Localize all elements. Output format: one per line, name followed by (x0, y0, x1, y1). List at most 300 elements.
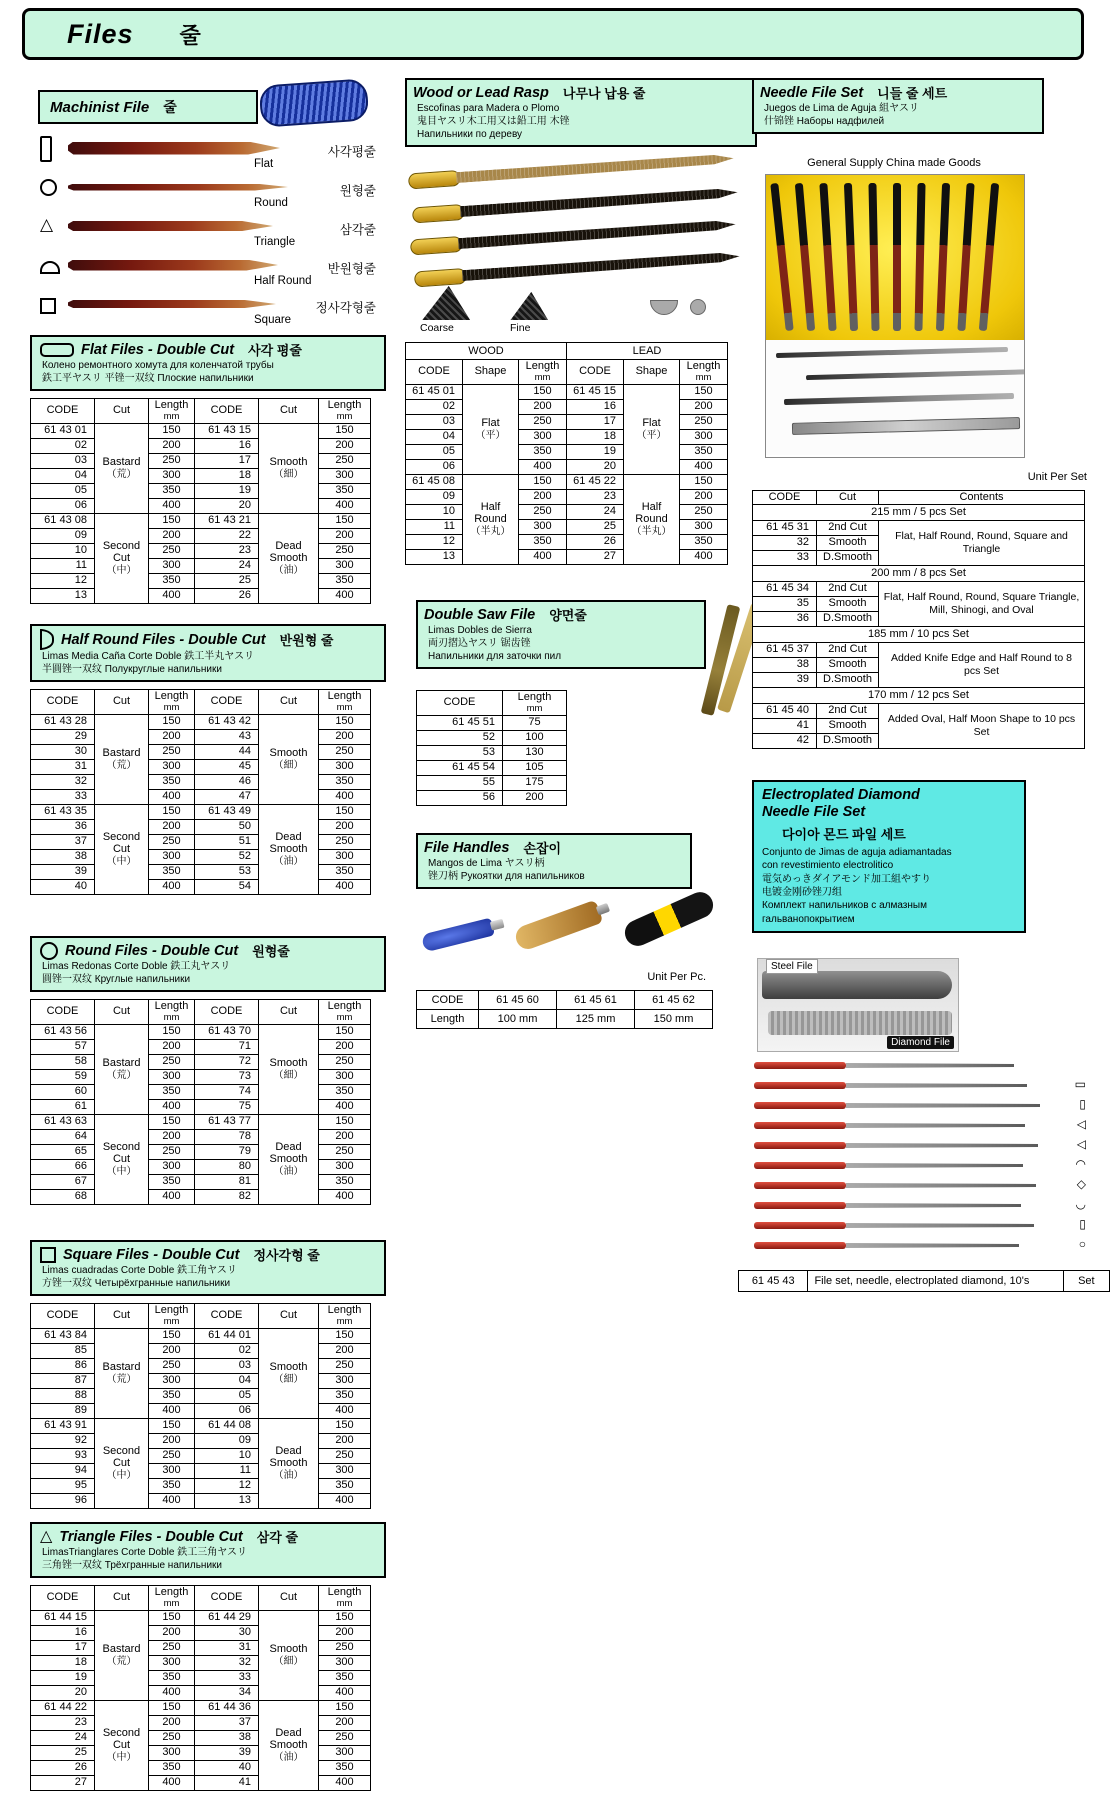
code-cell: 36 (753, 611, 817, 626)
length-cell: 250 (319, 1730, 371, 1745)
column-header-length (319, 1000, 371, 1025)
section-subtitle: LimasTrianglares Corte Doble 鉄工三角ヤスリ (42, 1547, 248, 1558)
cut-cell (95, 1328, 149, 1418)
code-cell: 93 (31, 1448, 95, 1463)
column-header-code: CODE (406, 360, 463, 385)
loose-files-image (766, 340, 1024, 455)
code-cell: 03 (195, 1358, 259, 1373)
mm-label: mm (336, 1597, 353, 1609)
half-round-shape-icon (40, 261, 60, 274)
length-cell: 250 (149, 1054, 195, 1069)
mm-label: mm (534, 371, 551, 383)
code-cell: 50 (195, 819, 259, 834)
header-row (417, 691, 567, 716)
shape-glyph-icon: ◠ (1075, 1157, 1086, 1171)
data-row (31, 1700, 371, 1715)
length-cell: 400 (319, 1189, 371, 1204)
page-title-ko: 줄 (179, 22, 201, 48)
code-cell: 38 (753, 657, 817, 672)
length-cell: 250 (319, 453, 371, 468)
data-row (417, 745, 567, 760)
section-title: Round Files - Double Cut (65, 942, 239, 959)
data-row (31, 1054, 371, 1069)
column-header-code: CODE (417, 691, 503, 716)
code-cell: 31 (195, 1640, 259, 1655)
column-header-cut: Cut (95, 690, 149, 715)
data-row (406, 549, 728, 564)
file-label-en: Square (254, 314, 292, 326)
data-row (31, 1039, 371, 1054)
data-row (31, 543, 371, 558)
cut-cell (259, 1024, 319, 1114)
length-cell: 150 (149, 804, 195, 819)
code-cell: 80 (195, 1159, 259, 1174)
section-title-row (38, 941, 378, 960)
rasp-handle-image (410, 236, 463, 256)
length-cell: 150 (149, 513, 195, 528)
cut-cell (95, 1114, 149, 1204)
needle-file-image (770, 183, 793, 331)
column-header-cut: Cut (817, 491, 879, 505)
diamond-file-label: Diamond File (887, 1036, 954, 1049)
length-cell: 350 (519, 534, 567, 549)
data-row (31, 1144, 371, 1159)
length-cell: 400 (680, 549, 728, 564)
cut-name: Dead Smooth (269, 1140, 308, 1166)
cut-cell: Smooth (817, 535, 879, 550)
triangle-icon: △ (40, 1527, 53, 1545)
contents-cell: Flat, Half Round, Round, Square Triangle, Mill, Shinogi, and Oval (879, 581, 1085, 626)
length-cell: 350 (149, 1388, 195, 1403)
data-row (31, 1358, 371, 1373)
data-row (31, 1024, 371, 1039)
code-cell: 06 (31, 498, 95, 513)
length-cell: 150 (519, 384, 567, 399)
length-cell: 200 (149, 1343, 195, 1358)
code-cell: 96 (31, 1493, 95, 1508)
section-header (30, 335, 386, 391)
diamond-file-row (752, 1156, 1088, 1176)
data-row (417, 1010, 713, 1029)
code-cell: 26 (567, 534, 624, 549)
column-header-length (149, 1000, 195, 1025)
data-row (406, 474, 728, 489)
cut-cell (259, 1418, 319, 1508)
column-header-length (503, 691, 567, 716)
cut-name: Second Cut (102, 1140, 141, 1166)
code-cell: 43 (195, 729, 259, 744)
length-cell: 350 (149, 1670, 195, 1685)
cut-name: Bastard (102, 455, 141, 468)
length-cell: 350 (319, 483, 371, 498)
cut-cell (259, 1328, 319, 1418)
code-cell: 61 45 34 (753, 581, 817, 596)
length-cell: 350 (680, 534, 728, 549)
cut-name: Bastard (102, 1360, 141, 1373)
length-cell: 200 (503, 790, 567, 805)
length-cell: 200 (149, 729, 195, 744)
length-cell: 150 (149, 714, 195, 729)
length-cell: 400 (149, 588, 195, 603)
length-label: Length (154, 1000, 189, 1012)
data-row (31, 714, 371, 729)
column-header-shape: Shape (624, 360, 680, 385)
code-cell: 61 45 01 (406, 384, 463, 399)
code-cell: 04 (195, 1373, 259, 1388)
code-cell: 22 (195, 528, 259, 543)
cut-name: Bastard (102, 746, 141, 759)
section-subtitle: 鬼目ヤスリ木工用又は鉛工用 木锉 (417, 116, 570, 127)
section-title-ko: 양면줄 (549, 608, 587, 623)
section-subtitle: Limas Media Caña Corte Doble 鉄工半丸ヤスリ (42, 651, 255, 662)
column-header-length (149, 1586, 195, 1611)
length-cell: 300 (319, 1373, 371, 1388)
data-row (31, 1084, 371, 1099)
length-label: Length (525, 360, 560, 372)
section-subtitle: Mangos de Lima ヤスリ柄 (428, 858, 545, 869)
file-handles-table (416, 990, 713, 1029)
file-label-ko: 사각평줄 (327, 145, 376, 159)
section-flat-files (30, 335, 386, 604)
file-blade-image (846, 1243, 1019, 1248)
column-header-code: CODE (195, 1000, 259, 1025)
length-label: Length (517, 691, 552, 703)
code-cell: 37 (195, 1715, 259, 1730)
data-row (31, 819, 371, 834)
length-cell: 150 (319, 714, 371, 729)
length-label: Length (327, 1000, 362, 1012)
length-cell: 200 (149, 1433, 195, 1448)
length-cell: 350 (149, 1174, 195, 1189)
file-handle-image (754, 1242, 846, 1249)
page-title-box (22, 8, 1084, 60)
shape-glyph-icon: ▯ (1079, 1097, 1086, 1111)
length-cell: 200 (319, 1343, 371, 1358)
description-cell: File set, needle, electroplated diamond, 10's (808, 1271, 1063, 1292)
cut-name: Half Round (635, 500, 668, 526)
data-row (31, 1174, 371, 1189)
code-cell: 19 (31, 1670, 95, 1685)
length-cell: 200 (149, 1129, 195, 1144)
cut-name: Smooth (269, 1360, 308, 1373)
needle-file-set-header (752, 78, 1044, 134)
shape-glyph-icon: ◁ (1076, 1137, 1086, 1151)
length-cell: 150 (319, 1418, 371, 1433)
column-header-length (319, 1304, 371, 1329)
column-header-cut: Cut (95, 1586, 149, 1611)
file-image (68, 142, 280, 155)
cut-name-zh: （中） (106, 1469, 137, 1481)
length-label: Length (154, 1586, 189, 1598)
code-cell: 38 (195, 1730, 259, 1745)
data-row (31, 1610, 371, 1625)
code-cell: 24 (31, 1730, 95, 1745)
code-cell: 61 45 43 (739, 1271, 808, 1292)
round-shape-icon (40, 179, 57, 196)
cut-name-zh: （細） (273, 1069, 304, 1081)
code-cell: 13 (195, 1493, 259, 1508)
diamond-subtitle: 电镀金刚砂锉刀组 (762, 886, 842, 898)
mm-label: mm (163, 701, 180, 713)
data-row (31, 528, 371, 543)
mm-label: mm (163, 1597, 180, 1609)
cut-cell: 2nd Cut (817, 520, 879, 535)
code-cell: 88 (31, 1388, 95, 1403)
code-cell: 68 (31, 1189, 95, 1204)
unit-per-pc-label: Unit Per Pc. (647, 971, 706, 983)
code-cell: 13 (406, 549, 463, 564)
header-row (31, 1000, 371, 1025)
rasp-image (408, 149, 739, 192)
code-cell: 89 (31, 1403, 95, 1418)
lead-group-header: LEAD (567, 343, 728, 360)
needle-file-image (936, 183, 950, 331)
code-cell: 74 (195, 1084, 259, 1099)
cut-cell (95, 1700, 149, 1790)
section-title-row (413, 83, 749, 102)
rasp-blade-image (458, 219, 736, 249)
steel-diamond-photo (757, 958, 959, 1052)
file-handle-image (754, 1142, 846, 1149)
length-cell: 350 (519, 444, 567, 459)
data-row (753, 642, 1085, 657)
code-cell: 16 (195, 438, 259, 453)
file-handle-image (754, 1162, 846, 1169)
code-cell: 35 (753, 596, 817, 611)
code-cell: 61 45 08 (406, 474, 463, 489)
data-row (31, 1433, 371, 1448)
section-subtitle: 三角锉一双纹 Трёхгранные напильники (42, 1560, 222, 1571)
file-blade-image (846, 1223, 1034, 1228)
code-cell: 20 (567, 459, 624, 474)
cut-name-zh: （細） (273, 468, 304, 480)
file-image (68, 260, 278, 271)
column-header-length (149, 690, 195, 715)
round-icon (40, 942, 58, 960)
cut-name: Dead Smooth (269, 539, 308, 565)
code-cell: 61 43 42 (195, 714, 259, 729)
section-title: Flat Files - Double Cut (81, 341, 235, 358)
length-cell: 250 (319, 1054, 371, 1069)
code-cell: 61 45 61 (557, 991, 635, 1010)
column-header-contents: Contents (879, 491, 1085, 505)
length-cell: 250 (319, 543, 371, 558)
cut-name-zh: （平） (475, 429, 506, 441)
column-header-cut: Cut (259, 690, 319, 715)
data-row (31, 1328, 371, 1343)
code-cell: 46 (195, 774, 259, 789)
needle-file-image (819, 183, 836, 331)
code-cell: 37 (31, 834, 95, 849)
section-subtitle: 両刃摺込ヤスリ 锯齿锉 (428, 638, 531, 649)
length-cell: 250 (149, 1640, 195, 1655)
length-cell: 350 (149, 573, 195, 588)
data-row (31, 774, 371, 789)
file-handle-image (754, 1222, 846, 1229)
section-round-files (30, 936, 386, 1205)
data-row (406, 489, 728, 504)
length-cell: 200 (680, 399, 728, 414)
code-cell: 61 44 01 (195, 1328, 259, 1343)
code-cell: 31 (31, 759, 95, 774)
file-label-en: Half Round (254, 275, 312, 287)
code-cell: 33 (195, 1670, 259, 1685)
diamond-subtitle: Комплект напильников с алмазным (762, 900, 927, 912)
cut-name-zh: （荒） (106, 759, 137, 771)
round-cross-section-icon (690, 299, 706, 315)
cut-cell (95, 804, 149, 894)
file-label-en: Round (254, 197, 288, 209)
shape-glyph-icon: ○ (1078, 1237, 1086, 1251)
file-handle-image (754, 1082, 846, 1089)
code-cell: 44 (195, 744, 259, 759)
code-cell: 13 (31, 588, 95, 603)
length-cell: 300 (149, 849, 195, 864)
code-cell: 73 (195, 1069, 259, 1084)
data-row (31, 1745, 371, 1760)
length-cell: 300 (519, 519, 567, 534)
column-header-cut: Cut (95, 399, 149, 424)
section-subtitle: Limas Redonas Corte Doble 鉄工丸ヤスリ (42, 961, 231, 972)
length-cell: 400 (519, 549, 567, 564)
length-cell: 150 (149, 1114, 195, 1129)
code-cell: 32 (753, 535, 817, 550)
length-cell: 200 (519, 399, 567, 414)
code-cell: 72 (195, 1054, 259, 1069)
file-label-ko: 정사각형줄 (315, 301, 376, 315)
diamond-subtitle: 電気めっきダイアモンド加工組やすり (762, 873, 931, 885)
diamond-subtitle: гальванопокрытием (762, 913, 855, 925)
cut-cell (259, 804, 319, 894)
length-cell: 200 (680, 489, 728, 504)
code-cell: 02 (406, 399, 463, 414)
section-title-row (38, 340, 378, 359)
length-cell: 400 (319, 588, 371, 603)
data-row (31, 1069, 371, 1084)
black-yellow-handle-image (621, 888, 717, 950)
set-size-row (753, 626, 1085, 642)
length-label: Length (327, 1586, 362, 1598)
cut-name-zh: （荒） (106, 468, 137, 480)
machinist-title: Machinist File (50, 98, 150, 116)
column-header-code: CODE (195, 690, 259, 715)
data-row (31, 879, 371, 894)
section-title: Half Round Files - Double Cut (61, 631, 266, 648)
cut-cell (259, 423, 319, 513)
length-cell: 150 (319, 1610, 371, 1625)
length-cell: 200 (149, 1039, 195, 1054)
data-row (31, 1159, 371, 1174)
data-row (31, 1403, 371, 1418)
blue-handle-image (421, 918, 495, 953)
contents-cell: Added Oval, Half Moon Shape to 10 pcs Set (879, 703, 1085, 748)
length-cell: 400 (319, 1493, 371, 1508)
section-title-ko: 원형줄 (252, 944, 290, 959)
file-label-ko: 원형줄 (339, 184, 376, 198)
data-row (31, 1715, 371, 1730)
cut-name-zh: （半丸） (470, 525, 511, 537)
length-cell: 150 (319, 1024, 371, 1039)
length-cell: 250 (519, 414, 567, 429)
code-cell: 61 43 63 (31, 1114, 95, 1129)
data-row (31, 1478, 371, 1493)
needle-file-image (914, 183, 925, 331)
length-cell: 300 (319, 759, 371, 774)
code-cell: 26 (31, 1760, 95, 1775)
length-cell: 250 (149, 543, 195, 558)
length-cell: 125 mm (557, 1010, 635, 1029)
code-cell: 04 (406, 429, 463, 444)
diamond-subtitle: con revestimiento electrolitico (762, 860, 894, 872)
code-cell: 03 (31, 453, 95, 468)
code-cell: 61 45 40 (753, 703, 817, 718)
length-cell: 300 (319, 1745, 371, 1760)
length-cell: 350 (319, 864, 371, 879)
length-cell: 300 (149, 1655, 195, 1670)
wood-handle-image (513, 900, 604, 953)
cut-cell: 2nd Cut (817, 703, 879, 718)
length-cell: 300 (319, 468, 371, 483)
code-cell: 71 (195, 1039, 259, 1054)
length-cell: 300 (319, 558, 371, 573)
mm-label: mm (695, 371, 712, 383)
cut-name-zh: （油） (273, 1165, 304, 1177)
set-size-row (753, 504, 1085, 520)
cut-name-zh: （油） (273, 1751, 304, 1763)
length-cell: 150 (149, 1024, 195, 1039)
section-title: Triangle Files - Double Cut (59, 1528, 243, 1545)
needle-file-image (784, 393, 1014, 405)
cut-cell (624, 474, 680, 564)
section-title-ko: 정사각형 줄 (253, 1248, 320, 1263)
code-cell: 27 (31, 1775, 95, 1790)
column-header-length (319, 399, 371, 424)
length-cell: 400 (319, 1099, 371, 1114)
section-title-row (424, 838, 684, 857)
cut-name: Half Round (474, 500, 507, 526)
data-row (31, 1129, 371, 1144)
data-row (406, 519, 728, 534)
file-image (68, 221, 273, 231)
length-cell: 250 (680, 414, 728, 429)
column-header-cut: Cut (259, 399, 319, 424)
file-blade-image (846, 1163, 1023, 1168)
rasp-handle-image (412, 204, 465, 224)
length-cell: 350 (149, 483, 195, 498)
length-cell: 350 (319, 774, 371, 789)
code-cell: 45 (195, 759, 259, 774)
cut-cell (95, 1418, 149, 1508)
file-handle-image (754, 1062, 846, 1069)
column-header-length (149, 399, 195, 424)
code-cell: 20 (31, 1685, 95, 1700)
column-header-cut: Cut (259, 1000, 319, 1025)
group-header-row (406, 343, 728, 360)
length-cell: 350 (319, 1084, 371, 1099)
section-title-ko: 나무나 납용 줄 (562, 86, 646, 101)
code-cell: 02 (31, 438, 95, 453)
header-row (31, 1304, 371, 1329)
header-row (406, 360, 728, 385)
code-cell: 38 (31, 849, 95, 864)
diamond-file-row (752, 1076, 1088, 1096)
length-label: Length (327, 399, 362, 411)
cut-cell: Smooth (817, 718, 879, 733)
data-row (31, 1655, 371, 1670)
code-cell: 05 (195, 1388, 259, 1403)
cut-name: Smooth (269, 455, 308, 468)
length-cell: 250 (149, 1448, 195, 1463)
